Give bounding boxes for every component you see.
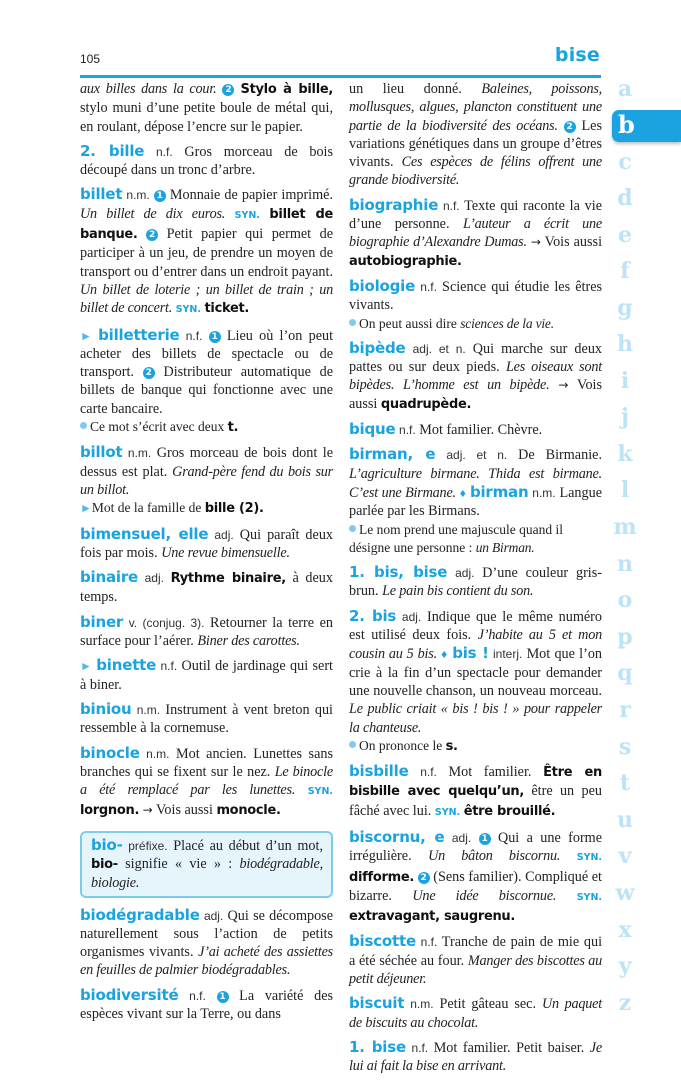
family-triangle-icon: ► <box>80 501 92 516</box>
definition: stylo muni d’une petite boule de métal qui, en roulant, dépose l’encre sur le papier. <box>80 100 333 135</box>
grammar-label: n.f. <box>189 988 206 1003</box>
bold-phrase: Être en bisbille avec quelqu’un, <box>349 765 602 800</box>
index-letter-l[interactable]: l <box>620 477 630 503</box>
synonym-label: SYN. <box>234 209 260 221</box>
example: Une idée biscornue. <box>412 887 557 904</box>
definition: Indique que le même numéro est utilisé deux fois. <box>349 608 602 644</box>
headword[interactable]: biscornu, e <box>349 827 445 846</box>
entry-biniou[interactable] <box>80 700 333 738</box>
example: Manger des biscottes au petit déjeuner. <box>349 952 602 988</box>
headword[interactable]: bimensuel, elle <box>80 524 209 543</box>
see-also-arrow-icon: → <box>530 235 541 250</box>
headword[interactable]: biographie <box>349 195 439 214</box>
headword[interactable]: bisbille <box>349 762 409 781</box>
index-letter-w[interactable]: w <box>615 880 635 906</box>
headword[interactable]: biscotte <box>349 932 416 951</box>
grammar-label: adj. <box>451 830 472 845</box>
example: Le pain bis contient du son. <box>382 583 534 600</box>
entry-bis-1[interactable] <box>349 563 602 601</box>
index-letter-h[interactable]: h <box>617 331 633 357</box>
see-also-arrow-icon: → <box>142 803 153 818</box>
entry-biscornu[interactable] <box>349 828 602 926</box>
grammar-label: n.f. <box>160 659 178 674</box>
index-letter-s[interactable]: s <box>618 734 632 760</box>
headword[interactable]: billot <box>80 443 123 462</box>
index-letter-e[interactable]: e <box>618 222 632 248</box>
note-bullet-icon <box>80 422 87 429</box>
definition: un lieu donné. <box>349 81 482 97</box>
definition: Distributeur automatique de billets de banque qui fonctionne avec une carte bancaire. <box>80 364 333 417</box>
grammar-label: adj. <box>144 571 164 586</box>
definition: Langue parlée par les Birmans. <box>349 484 603 520</box>
see-also-link[interactable]: quadrupède. <box>380 396 472 412</box>
entry-binette[interactable] <box>80 656 333 694</box>
word-family-note: Mot de la famille de <box>91 500 205 516</box>
see-also-arrow-icon: → <box>558 378 569 393</box>
sense-number-icon: 1 <box>154 190 166 202</box>
see-also-link[interactable]: autobiographie. <box>349 253 462 269</box>
headword[interactable]: bio- <box>91 835 123 854</box>
definition: (Sens familier). Compliqué et bizarre. <box>349 868 602 904</box>
synonym-label: SYN. <box>434 806 461 818</box>
entry-biner[interactable] <box>80 613 333 651</box>
grammar-label: n.f. <box>185 328 203 343</box>
example: Le binocle a été remplacé par les lunettes. <box>80 763 333 799</box>
example: Grand-père fend du bois sur un billot. <box>80 463 333 498</box>
definition: à deux temps. <box>80 570 333 606</box>
sense-number-icon: 1 <box>217 991 229 1003</box>
entry-biodiversite-continued <box>349 80 602 190</box>
headword[interactable]: biodégradable <box>80 905 200 924</box>
headword[interactable]: billetterie <box>98 325 180 344</box>
synonym-label: SYN. <box>307 786 333 798</box>
synonym[interactable]: ticket. <box>204 301 250 317</box>
example: Un bâton biscornu. <box>428 848 561 865</box>
example: biodégradable, biologie. <box>91 855 323 892</box>
example: Un billet de loterie ; un billet de train ; un billet de concert. <box>80 281 333 317</box>
definition: Gros morceau de bois dont le dessus est plat. <box>80 445 333 480</box>
headword[interactable]: 2. bille <box>80 141 145 160</box>
definition: Mot familier. Petit baiser. <box>428 1039 590 1056</box>
sense-number-icon: 2 <box>222 84 234 96</box>
example: Biner des carottes. <box>197 633 300 650</box>
bold-phrase: Stylo à bille, <box>240 82 333 97</box>
definition: Qui a une forme irrégulière. <box>349 829 603 865</box>
sense-number-icon: 2 <box>143 367 155 379</box>
entry-billet[interactable] <box>80 185 333 319</box>
grammar-label: n.f. <box>399 423 416 438</box>
sense-number-icon: 1 <box>479 833 491 845</box>
synonym[interactable]: billet de banque. <box>80 206 334 243</box>
example: L’agriculture birmane. Thida est birmane. C’est une Birmane. <box>349 465 602 501</box>
usage-note: Ce mot s’écrit avec deux <box>90 419 228 435</box>
grammar-label: adj. <box>203 908 224 923</box>
sense-number-icon: 2 <box>146 229 158 241</box>
example: J’ai acheté des assiettes en feuilles de palmier biodégradables. <box>80 944 333 979</box>
definition: Petit papier qui permet de participer à un jeu, de prendre un moyen de transport ou d’entrer dans un endroit payant. <box>80 226 334 280</box>
definition: Mot familier. <box>436 764 544 781</box>
usage-note-example: sciences de la vie. <box>460 315 554 331</box>
index-letter-r[interactable]: r <box>619 697 631 723</box>
see-also-link[interactable]: monocle. <box>216 803 281 819</box>
grammar-label: adj. <box>214 527 234 542</box>
index-letter-m[interactable]: m <box>613 514 637 540</box>
index-letter-i[interactable]: i <box>620 368 630 394</box>
entry-binaire[interactable] <box>80 568 333 607</box>
prefix-box-bio <box>80 831 333 898</box>
grammar-label: n.m. <box>146 746 170 761</box>
usage-note: Le nom prend une majuscule quand il désigne une personne : <box>349 521 563 555</box>
sense-number-icon: 2 <box>418 872 430 884</box>
grammar-label: interj. <box>493 647 523 662</box>
index-letter-o[interactable]: o <box>617 587 633 613</box>
headword[interactable]: 1. bise <box>349 1037 406 1056</box>
grammar-label: n.m. <box>136 702 161 717</box>
grammar-label: adj. et n. <box>412 341 466 356</box>
headword[interactable]: biner <box>80 612 124 631</box>
example: aux billes dans la cour. <box>80 81 217 97</box>
synonym[interactable]: difforme. <box>349 869 415 885</box>
grammar-label: n.f. <box>420 765 437 780</box>
headword[interactable]: billet <box>80 185 123 204</box>
index-letter-g[interactable]: g <box>617 295 633 321</box>
definition: Texte qui raconte la vie d’une personne. <box>349 197 603 233</box>
synonym-label: SYN. <box>576 852 603 864</box>
synonym-label: SYN. <box>576 891 602 903</box>
grammar-label: n.m. <box>127 446 152 461</box>
grammar-label: n.f. <box>155 144 173 159</box>
definition: Qui paraît deux fois par mois. <box>80 526 334 561</box>
grammar-label: n.f. <box>420 279 437 294</box>
definition: Retourner la terre en surface pour l’aérer. <box>80 614 333 650</box>
grammar-label: n.f. <box>442 198 460 213</box>
grammar-label: préfixe. <box>128 838 168 853</box>
entry-biodegradable[interactable] <box>80 906 333 980</box>
definition: signifie « vie » : <box>117 855 240 872</box>
definition: Petit gâteau sec. <box>433 996 542 1013</box>
entry-bille-continued <box>80 80 333 136</box>
right-column <box>349 80 602 1082</box>
headword[interactable]: bipède <box>349 338 406 357</box>
note-bullet-icon <box>349 525 356 532</box>
grammar-label: v. (conjug. 3). <box>128 615 205 630</box>
page-number: 105 <box>80 52 101 66</box>
headword[interactable]: binette <box>96 656 157 675</box>
index-letter-d[interactable]: d <box>617 185 633 211</box>
entry-biodiversite[interactable] <box>80 986 333 1024</box>
grammar-label: adj. <box>455 566 475 581</box>
bold-phrase: Rythme binaire, <box>170 571 286 587</box>
definition: Gros morceau de bois découpé dans un tronc d’arbre. <box>80 143 334 179</box>
definition: Lieu où l’on peut acheter des billets de spectacle ou de transport. <box>80 327 334 381</box>
headword[interactable]: birman, e <box>349 445 436 464</box>
entry-binocle[interactable] <box>80 744 333 821</box>
grammar-label: n.f. <box>411 1040 429 1055</box>
index-letter-x[interactable]: x <box>618 917 632 943</box>
index-letter-u[interactable]: u <box>617 807 633 833</box>
definition: De Birmanie. <box>507 447 602 464</box>
index-letter-z[interactable]: z <box>618 990 632 1016</box>
derived-word-triangle-icon: ► <box>80 659 92 674</box>
entry-birman[interactable] <box>349 445 602 557</box>
index-letter-j[interactable]: j <box>621 404 629 430</box>
definition: Qui marche sur deux pattes ou sur deux pieds. <box>349 340 603 376</box>
headword[interactable]: biologie <box>349 276 416 295</box>
headword[interactable]: 1. bis, bise <box>349 563 448 582</box>
example: Une revue bimensuelle. <box>161 544 290 561</box>
index-letter-v[interactable]: v <box>618 843 632 869</box>
synonym[interactable]: extravagant, saugrenu. <box>349 909 516 925</box>
synonym[interactable]: être brouillé. <box>463 803 556 819</box>
left-column <box>80 80 333 1029</box>
grammar-label: n.m. <box>532 485 556 500</box>
definition: La variété des espèces vivant sur la Terre, ou dans <box>80 987 334 1023</box>
definition: Instrument à vent breton qui ressemble à la cornemuse. <box>80 701 333 737</box>
active-letter: b <box>618 110 635 139</box>
see-also-label: Vois aussi <box>152 802 217 819</box>
definition: Monnaie de papier imprimé. <box>165 187 334 204</box>
entry-bille-2[interactable] <box>80 142 333 180</box>
headword[interactable]: biscuit <box>349 994 405 1013</box>
definition: Tranche de pain de mie qui a été séchée au four. <box>349 934 603 969</box>
entry-bise-1[interactable] <box>349 1038 602 1076</box>
index-letter-a[interactable]: a <box>617 76 633 102</box>
definition: Outil de jardinage qui sert à biner. <box>80 658 334 693</box>
definition: Mot ancien. Lunettes sans branches qui se fixent sur le nez. <box>80 745 333 780</box>
entry-biographie[interactable] <box>349 196 602 271</box>
index-letter-k[interactable]: k <box>617 441 633 467</box>
example: Un paquet de biscuits au chocolat. <box>349 996 603 1031</box>
sense-number-icon: 2 <box>564 121 576 133</box>
bold-prefix: bio- <box>91 856 118 872</box>
example: Les oiseaux sont bipèdes. L’homme est un bipède. <box>349 359 602 394</box>
index-letter-t[interactable]: t <box>619 770 631 796</box>
definition: D’une couleur gris-brun. <box>349 565 602 600</box>
note-bullet-icon <box>349 741 356 748</box>
usage-note-bold: t. <box>227 420 239 436</box>
usage-note: On prononce le <box>359 737 446 753</box>
grammar-label: adj. <box>401 609 422 624</box>
sub-headword[interactable]: birman <box>469 482 529 501</box>
entry-bimensuel[interactable] <box>80 525 333 563</box>
entry-bique[interactable] <box>349 420 602 439</box>
definition: Mot que l’on crie à la fin d’un spectacle pour demander une nouvelle chanson, un nouveau morceau. <box>349 646 603 699</box>
sense-number-icon: 1 <box>209 331 221 343</box>
diamond-icon: ♦ <box>459 485 467 500</box>
note-bullet-icon <box>349 319 356 326</box>
running-head: bise <box>554 44 600 66</box>
definition: Mot familier. Chèvre. <box>415 422 543 439</box>
index-letter-f[interactable]: f <box>620 258 630 284</box>
sub-headword[interactable]: bis ! <box>452 644 489 663</box>
entry-bisbille[interactable] <box>349 762 602 822</box>
headword[interactable]: biniou <box>80 699 132 718</box>
see-also-label: Vois aussi <box>540 234 603 251</box>
index-letter-c[interactable]: c <box>618 149 632 175</box>
usage-note: On peut aussi dire <box>359 315 461 331</box>
derived-word-triangle-icon: ► <box>80 328 92 343</box>
entry-biologie[interactable] <box>349 277 602 333</box>
headword[interactable]: biodiversité <box>80 985 179 1004</box>
synonym-label: SYN. <box>175 304 201 316</box>
definition: être un peu fâché avec lui. <box>349 783 602 819</box>
word-family-link[interactable]: bille (2). <box>204 501 264 517</box>
definition: Qui se décompose naturellement sous l’action de petits organismes vivants. <box>80 907 333 961</box>
grammar-label: n.m. <box>410 997 434 1012</box>
grammar-label: adj. et n. <box>446 448 508 463</box>
active-letter-tab[interactable] <box>612 110 681 142</box>
headword[interactable]: 2. bis <box>349 606 397 625</box>
index-letter-n[interactable]: n <box>617 551 633 577</box>
definition: Placé au début d’un mot, <box>167 837 323 854</box>
example: Baleines, poissons, mollusques, algues, plancton constituent une partie de la biodiversité des océans. <box>349 81 603 134</box>
usage-note-example: un Birman. <box>475 539 535 555</box>
header-rule <box>80 75 601 78</box>
index-letter-p[interactable]: p <box>617 624 633 650</box>
entry-biscuit[interactable] <box>349 994 602 1032</box>
index-letter-y[interactable]: y <box>618 953 632 979</box>
entry-bipede[interactable] <box>349 339 602 414</box>
diamond-icon: ♦ <box>441 647 448 662</box>
headword[interactable]: binaire <box>80 568 138 587</box>
example: J’habite au 5 et mon cousin au 5 bis. <box>349 627 602 663</box>
entry-biscotte[interactable] <box>349 932 602 988</box>
example: Ces espèces de félins offrent une grande biodiversité. <box>349 154 602 189</box>
example: Un billet de dix euros. <box>80 205 226 222</box>
synonym[interactable]: lorgnon. <box>80 803 140 819</box>
grammar-label: n.f. <box>420 935 438 950</box>
definition: Science qui étudie les êtres vivants. <box>349 278 603 314</box>
headword[interactable]: binocle <box>80 743 140 762</box>
entry-billetterie[interactable] <box>80 326 333 438</box>
usage-note-bold: s. <box>445 738 458 754</box>
see-also-label: Vois aussi <box>349 377 602 412</box>
example: Je lui ai fait la bise en arrivant. <box>349 1039 602 1075</box>
headword[interactable]: bique <box>349 420 396 439</box>
example: L’auteur a écrit une biographie d’Alexandre Dumas. <box>349 216 602 251</box>
example: Le public criait « bis ! bis ! » pour rappeler la chanteuse. <box>349 701 602 736</box>
entry-billot[interactable] <box>80 443 333 518</box>
definition: Les variations génétiques dans un groupe d’êtres vivants. <box>349 117 602 171</box>
entry-bis-2[interactable] <box>349 607 602 756</box>
index-letter-q[interactable]: q <box>617 660 633 686</box>
grammar-label: n.m. <box>126 188 150 203</box>
